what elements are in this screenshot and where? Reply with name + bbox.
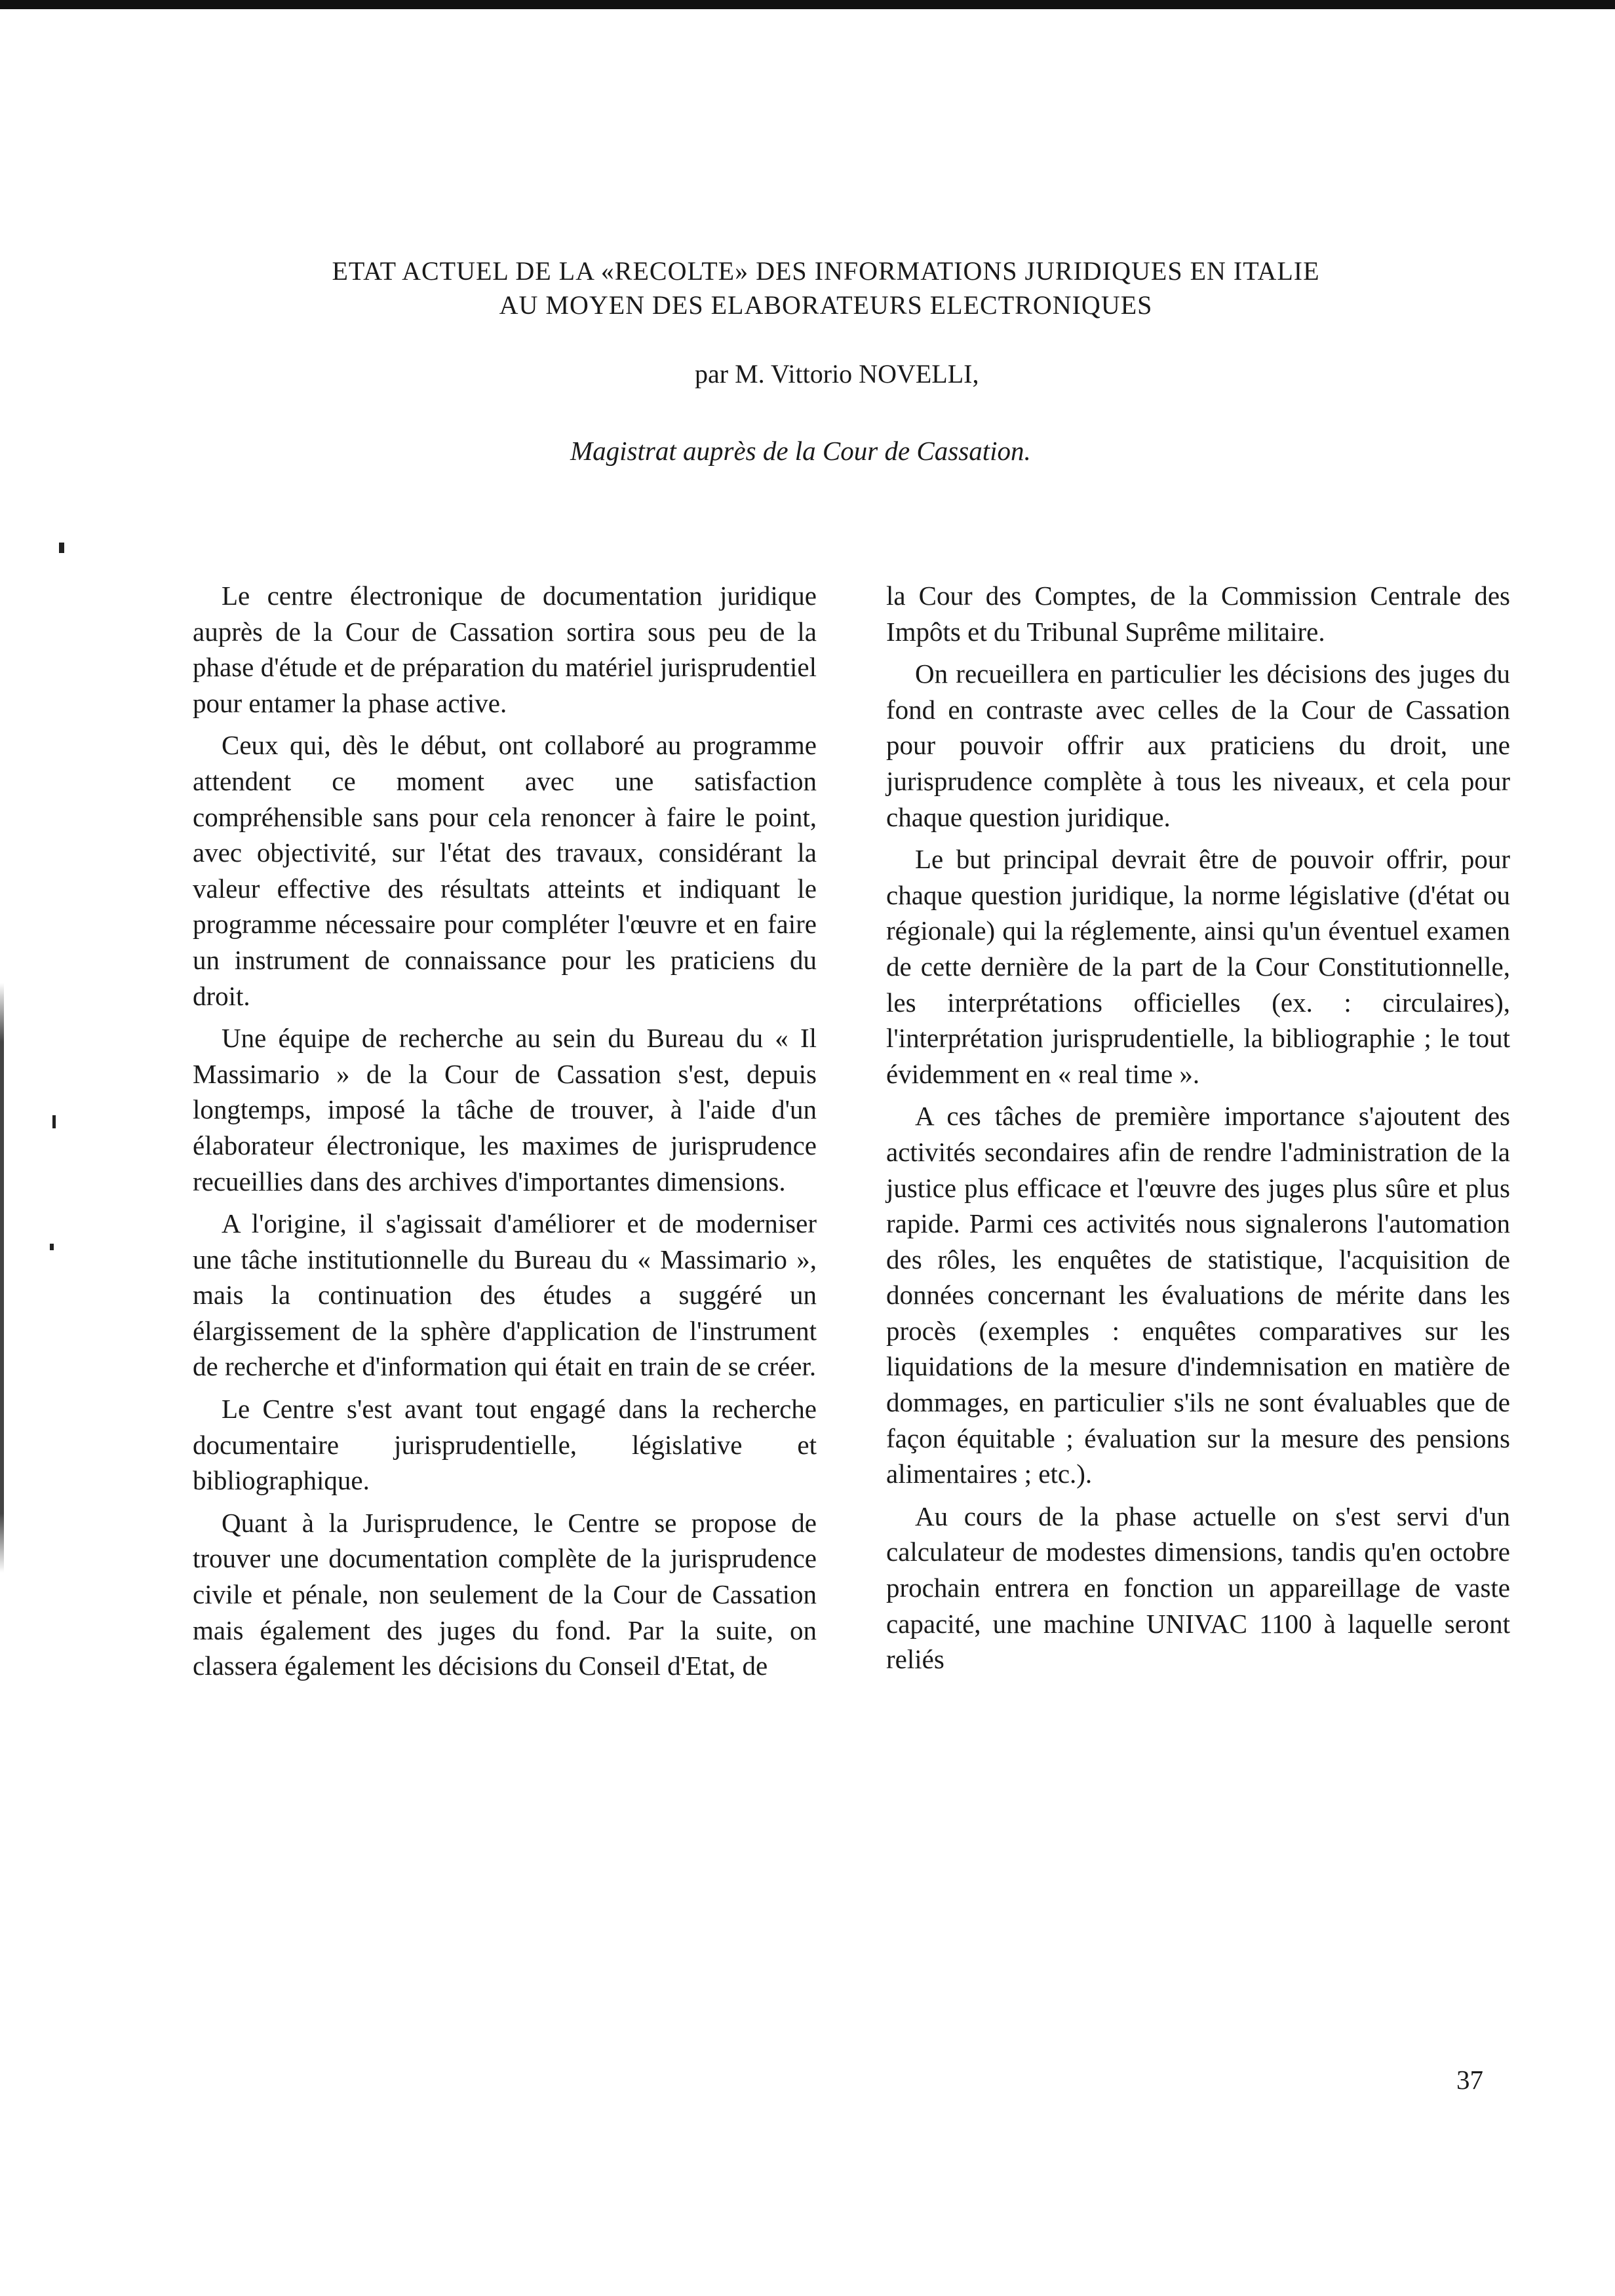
- paragraph: A l'origine, il s'agissait d'améliorer et de moderniser une tâche institutionnelle du Bureau du « Massimario », mais la continuation des études a suggéré un élargissement de la sphère d'application de l'instrument de recherche et d'information qui était en train de se créer.: [193, 1208, 817, 1382]
- scan-binding-shadow: [0, 983, 4, 1573]
- article-title: [197, 254, 1455, 322]
- paragraph: Quant à la Jurisprudence, le Centre se propose de trouver une documentation complète de la jurisprudence civile et pénale, non seulement de la Cour de Cassation mais également des juges du fond. Par la suite, on classera également les décisions du Conseil d'Etat, de: [193, 1507, 817, 1681]
- paragraph: Une équipe de recherche au sein du Bureau du « Il Massimario » de la Cour de Cassation s'est, depuis longtemps, imposé la tâche de trouver, à l'aide d'un élaborateur électronique, les maximes de jurisprudence recueillies dans des archives d'importantes dimensions.: [193, 1023, 817, 1196]
- paragraph: Au cours de la phase actuelle on s'est servi d'un calculateur de modestes dimensions, tandis qu'en octobre prochain entrera en fonction un appareillage de vaste capacité, une machine UNIVAC 1100 à laquelle seront reliés: [886, 1501, 1510, 1675]
- paragraph: Ceux qui, dès le début, ont collaboré au programme attendent ce moment avec une satisfaction compréhensible sans pour cela renoncer à faire le point, avec objectivité, sur l'état des travaux, considérant la valeur effective des résultats atteints et indiquant le programme nécessaire pour compléter l'œuvre et en faire un instrument de connaissance pour les praticiens du droit.: [193, 730, 817, 1011]
- paragraph: A ces tâches de première importance s'ajoutent des activités secondaires afin de rendre l'administration de la justice plus efficace et l'œuvre des juges plus sûre et plus rapide. Parmi ces activités nous signalerons l'automation des rôles, les enquêtes de statistique, l'acquisition de données concernant les évaluations de mérite dans les procès (exemples : enquêtes comparatives sur les liquidations de la mesure d'indemnisation en matière de dommages, en particulier s'ils ne sont évaluables que de façon équitable ; évaluation sur la mesure des pensions alimentaires ; etc.).: [886, 1101, 1510, 1489]
- paragraph-continuation: la Cour des Comptes, de la Commission Centrale des Impôts et du Tribunal Suprême militaire.: [886, 581, 1510, 647]
- paragraph: Le centre électronique de documentation juridique auprès de la Cour de Cassation sortira sous peu de la phase d'étude et de préparation du matériel jurisprudentiel pour entamer la phase active.: [193, 581, 817, 718]
- left-column: [193, 578, 817, 1691]
- scan-margin-mark: [59, 543, 64, 553]
- paragraph: On recueillera en particulier les décisions des juges du fond en contraste avec celles de la Cour de Cassation pour pouvoir offrir aux praticiens du droit, une jurisprudence complète à tous les niveaux, et cela pour chaque question juridique.: [886, 659, 1510, 832]
- scan-margin-mark: [52, 1115, 56, 1128]
- page-number: 37: [1456, 2065, 1483, 2095]
- author-affiliation: Magistrat auprès de la Cour de Cassation.: [570, 436, 1031, 466]
- paragraph: Le Centre s'est avant tout engagé dans la recherche documentaire jurisprudentielle, législative et bibliographique.: [193, 1394, 817, 1496]
- scan-margin-mark: [50, 1244, 54, 1250]
- author-line: par M. Vittorio NOVELLI,: [695, 359, 979, 389]
- paragraph: Le but principal devrait être de pouvoir offrir, pour chaque question juridique, la norme législative (d'état ou régionale) qui la réglemente, ainsi qu'un éventuel examen de cette dernière de la part de la Cour Constitutionnelle, les interprétations officielles (ex. : circulaires), l'interprétation jurisprudentielle, la bibliographie ; le tout évidemment en « real time ».: [886, 844, 1510, 1089]
- page-top-edge: [0, 0, 1615, 9]
- right-column: [886, 578, 1510, 1684]
- title-line-2: AU MOYEN DES ELABORATEURS ELECTRONIQUES: [499, 290, 1153, 320]
- title-line-1: ETAT ACTUEL DE LA «RECOLTE» DES INFORMATIONS JURIDIQUES EN ITALIE: [332, 256, 1320, 286]
